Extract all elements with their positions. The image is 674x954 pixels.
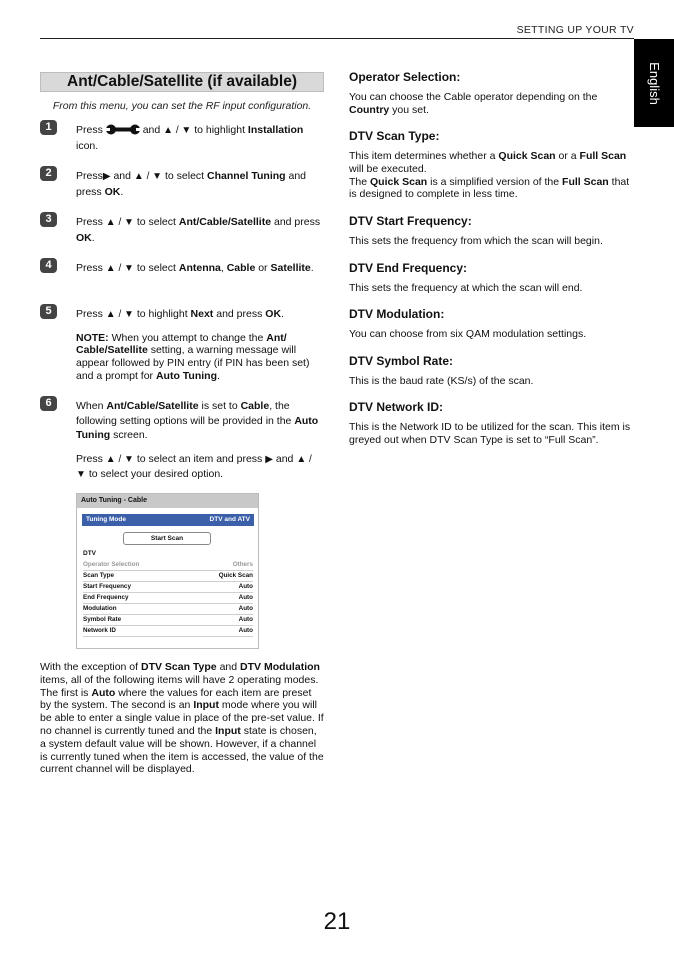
dtv-scan-type-section [349, 129, 634, 201]
screen-title: Auto Tuning - Cable [77, 494, 258, 508]
intro-text: From this menu, you can set the RF input configuration. [52, 100, 312, 112]
section-body: You can choose the Cable operator depending on the Country you set. [349, 91, 598, 116]
left-column [40, 72, 324, 776]
dtv-network-id-section [349, 400, 634, 447]
dtv-symbol-rate-section [349, 354, 634, 388]
step-number: 3 [40, 212, 57, 227]
section-title: Ant/Cable/Satellite (if available) [40, 72, 324, 92]
auto-tuning-screen [76, 493, 259, 649]
section-heading: DTV Modulation: [349, 307, 445, 321]
settings-row[interactable]: End Frequency Auto [83, 593, 253, 604]
settings-row[interactable]: Scan Type Quick Scan [83, 571, 253, 582]
page-number: 21 [323, 908, 351, 935]
section-heading: DTV Start Frequency: [349, 214, 472, 228]
operator-selection-section [349, 70, 634, 117]
language-tab-label: English [646, 61, 662, 105]
step-text: Press ▲ / ▼ to select Ant/Cable/Satellite and press OK. [76, 216, 321, 244]
section-body: This sets the frequency from which the scan will begin. [349, 235, 603, 247]
right-arrow-icon: ▶ [265, 453, 273, 465]
note: NOTE: When you attempt to change the Ant/ Cable/Satellite setting, a warning message will appear followed by PIN entry (if PIN has been set) and a prompt for Auto Tuning. [76, 331, 310, 382]
dtv-modulation-section [349, 307, 634, 341]
step-number: 2 [40, 166, 57, 181]
step-number: 4 [40, 258, 57, 273]
section-body: This item determines whether a Quick Scan or a Full Scan will be executed. The Quick Scan is a simplified version of the Full Scan that is designed to complete in less time. [349, 150, 630, 201]
step-number: 5 [40, 304, 57, 319]
settings-row[interactable]: Network ID Auto [83, 626, 253, 637]
section-body: This sets the frequency at which the scan will end. [349, 282, 583, 294]
section-heading: DTV End Frequency: [349, 261, 468, 275]
wrench-icon [106, 123, 140, 136]
step-text: Press▶ and ▲ / ▼ to select Channel Tuning and press OK. [76, 170, 307, 198]
dtv-end-frequency-section [349, 261, 634, 295]
section-heading: DTV Scan Type: [349, 129, 440, 143]
section-heading: DTV Network ID: [349, 400, 444, 414]
settings-row[interactable]: Start Frequency Auto [83, 582, 253, 593]
dtv-start-frequency-section [349, 214, 634, 248]
section-heading: Operator Selection: [349, 70, 461, 84]
settings-list [83, 560, 253, 637]
running-head: SETTING UP YOUR TV [516, 24, 634, 36]
closing-paragraph: With the exception of DTV Scan Type and DTV Modulation items, all of the following items will have 2 operating modes. The first is Auto where the values for each item are preset by the system. The second is an Input mode where you will be able to enter a single value in place of the pre-set value. If no channel is currently tuned and the Input state is chosen, a system default value will be shown. However, if a channel is currently tuned when the item is accessed, the value of the current channel will be displayed. [40, 661, 324, 776]
section-body: This is the baud rate (KS/s) of the scan. [349, 375, 534, 387]
step-text: Press ▲ / ▼ to highlight Next and press OK. NOTE: When you attempt to change the Ant/ Cable/Satellite setting, a warning message will appear followed by PIN entry (if PIN has been set) and a prompt for Auto Tuning. [76, 307, 324, 383]
settings-row[interactable]: Symbol Rate Auto [83, 615, 253, 626]
dtv-label: DTV [83, 550, 96, 557]
language-tab [634, 39, 674, 127]
header-rule [40, 38, 634, 39]
step-text: When Ant/Cable/Satellite is set to Cable, the following setting options will be provided in the Auto Tuning screen. Press ▲ / ▼ to select an item and press ▶ and ▲ / ▼ to select your desired option. [76, 400, 319, 480]
settings-row[interactable]: Modulation Auto [83, 604, 253, 615]
section-heading: DTV Symbol Rate: [349, 354, 454, 368]
step-number: 1 [40, 120, 57, 135]
section-body: This is the Network ID to be utilized for the scan. This item is greyed out when DTV Scan Type is set to “Full Scan”. [349, 421, 631, 446]
step-number: 6 [40, 396, 57, 411]
section-body: You can choose from six QAM modulation settings. [349, 328, 587, 340]
step-text: Press and ▲ / ▼ to highlight Installation icon. [76, 124, 304, 152]
start-scan-button[interactable]: Start Scan [123, 532, 211, 545]
step-text: Press ▲ / ▼ to select Antenna, Cable or Satellite. [76, 262, 314, 274]
settings-row: Operator Selection Others [83, 560, 253, 571]
tuning-mode-row[interactable]: Tuning Mode DTV and ATV [82, 514, 254, 526]
right-arrow-icon: ▶ [102, 171, 111, 182]
